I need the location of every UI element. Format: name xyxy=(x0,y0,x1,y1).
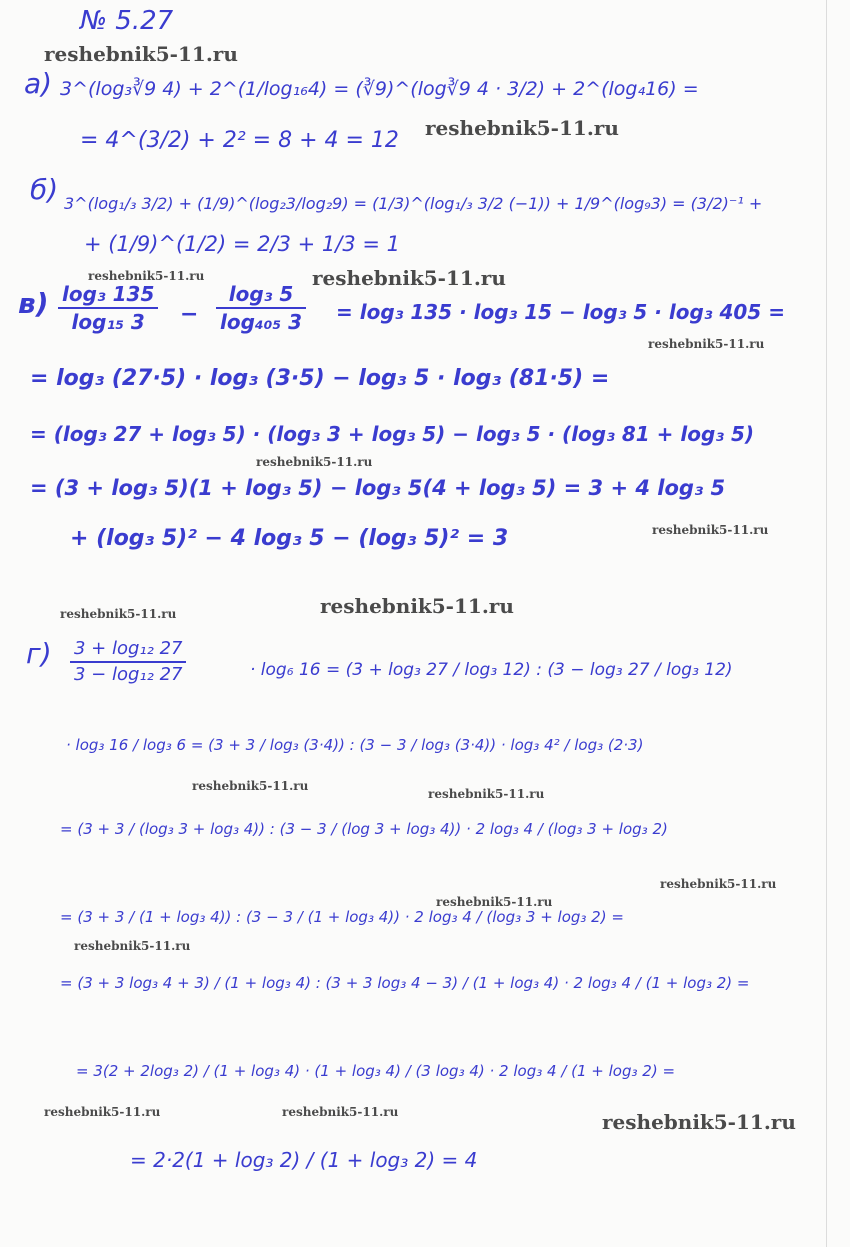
watermark: reshebnik5-11.ru xyxy=(192,779,309,793)
watermark: reshebnik5-11.ru xyxy=(648,337,765,351)
minus-sign: − xyxy=(180,302,199,327)
fraction-numerator: log₃ 5 xyxy=(228,282,294,306)
watermark: reshebnik5-11.ru xyxy=(88,269,205,283)
problem-number: № 5.27 xyxy=(80,6,174,36)
part-v-line1: = log₃ 135 · log₃ 15 − log₃ 5 · log₃ 405 = xyxy=(336,300,785,324)
part-b-line1: 3^(log₁/₃ 3/2) + (1/9)^(log₂3/log₂9) = (1/3)^(log₁/₃ 3/2 (−1)) + 1/9^(log₉3) = (3/2)⁻¹ + xyxy=(64,194,763,213)
watermark: reshebnik5-11.ru xyxy=(256,455,373,469)
part-g-line5: = (3 + 3 log₃ 4 + 3) / (1 + log₃ 4) : (3 + 3 log₃ 4 − 3) / (1 + log₃ 4) · 2 log₃ 4 / (1 + log₃ 2) = xyxy=(60,974,750,992)
watermark: reshebnik5-11.ru xyxy=(312,266,506,290)
watermark: reshebnik5-11.ru xyxy=(425,116,619,140)
watermark: reshebnik5-11.ru xyxy=(60,607,177,621)
part-a-line1: 3^(log₃∛9 4) + 2^(1/log₁₆4) = (∛9)^(log∛9 4 · 3/2) + 2^(log₄16) = xyxy=(60,78,699,100)
part-g-line2: · log₃ 16 / log₃ 6 = (3 + 3 / log₃ (3·4)) : (3 − 3 / log₃ (3·4)) · log₃ 4² / log₃ (2·3) xyxy=(66,736,644,754)
part-v-line2: = log₃ (27·5) · log₃ (3·5) − log₃ 5 · log₃ (81·5) = xyxy=(30,366,610,391)
fraction-denominator: log₄₀₅ 3 xyxy=(220,310,303,334)
watermark: reshebnik5-11.ru xyxy=(436,895,553,909)
part-g-line1: · log₆ 16 = (3 + log₃ 27 / log₃ 12) : (3 − log₃ 27 / log₃ 12) xyxy=(250,660,733,680)
part-a-label: а) xyxy=(24,67,53,100)
part-g-line3: = (3 + 3 / (log₃ 3 + log₃ 4)) : (3 − 3 / (log 3 + log₃ 4)) · 2 log₃ 4 / (log₃ 3 + log₃ 2) xyxy=(60,820,668,838)
part-v-fraction-1 xyxy=(58,284,158,332)
part-a-line2: = 4^(3/2) + 2² = 8 + 4 = 12 xyxy=(80,128,399,153)
fraction-numerator: log₃ 135 xyxy=(62,282,155,306)
part-g-label: г) xyxy=(26,637,52,670)
watermark: reshebnik5-11.ru xyxy=(428,787,545,801)
part-g-line6: = 3(2 + 2log₃ 2) / (1 + log₃ 4) · (1 + log₃ 4) / (3 log₃ 4) · 2 log₃ 4 / (1 + log₃ 2) = xyxy=(76,1062,676,1080)
page-edge-line xyxy=(826,0,827,1247)
watermark: reshebnik5-11.ru xyxy=(660,877,777,891)
part-v-line4: = (3 + log₃ 5)(1 + log₃ 5) − log₃ 5(4 + log₃ 5) = 3 + 4 log₃ 5 xyxy=(30,476,726,500)
part-b-label: б) xyxy=(30,173,59,206)
part-v-line3: = (log₃ 27 + log₃ 5) · (log₃ 3 + log₃ 5) − log₃ 5 · (log₃ 81 + log₃ 5) xyxy=(30,422,755,446)
watermark: reshebnik5-11.ru xyxy=(602,1110,796,1134)
part-v-line5: + (log₃ 5)² − 4 log₃ 5 − (log₃ 5)² = 3 xyxy=(70,526,509,551)
part-g-line7: = 2·2(1 + log₃ 2) / (1 + log₃ 2) = 4 xyxy=(130,1148,478,1172)
fraction-numerator: 3 + log₁₂ 27 xyxy=(74,638,183,659)
watermark: reshebnik5-11.ru xyxy=(44,1105,161,1119)
watermark: reshebnik5-11.ru xyxy=(282,1105,399,1119)
watermark: reshebnik5-11.ru xyxy=(44,42,238,66)
part-b-line2: + (1/9)^(1/2) = 2/3 + 1/3 = 1 xyxy=(84,232,401,256)
part-v-label: в) xyxy=(18,287,49,320)
part-g-line4: = (3 + 3 / (1 + log₃ 4)) : (3 − 3 / (1 + log₃ 4)) · 2 log₃ 4 / (log₃ 3 + log₃ 2) = xyxy=(60,908,624,926)
fraction-denominator: 3 − log₁₂ 27 xyxy=(74,664,183,685)
watermark: reshebnik5-11.ru xyxy=(320,594,514,618)
watermark: reshebnik5-11.ru xyxy=(74,939,191,953)
watermark: reshebnik5-11.ru xyxy=(652,523,769,537)
part-g-fraction xyxy=(70,640,186,684)
fraction-denominator: log₁₅ 3 xyxy=(71,310,145,334)
part-v-fraction-2 xyxy=(216,284,306,332)
